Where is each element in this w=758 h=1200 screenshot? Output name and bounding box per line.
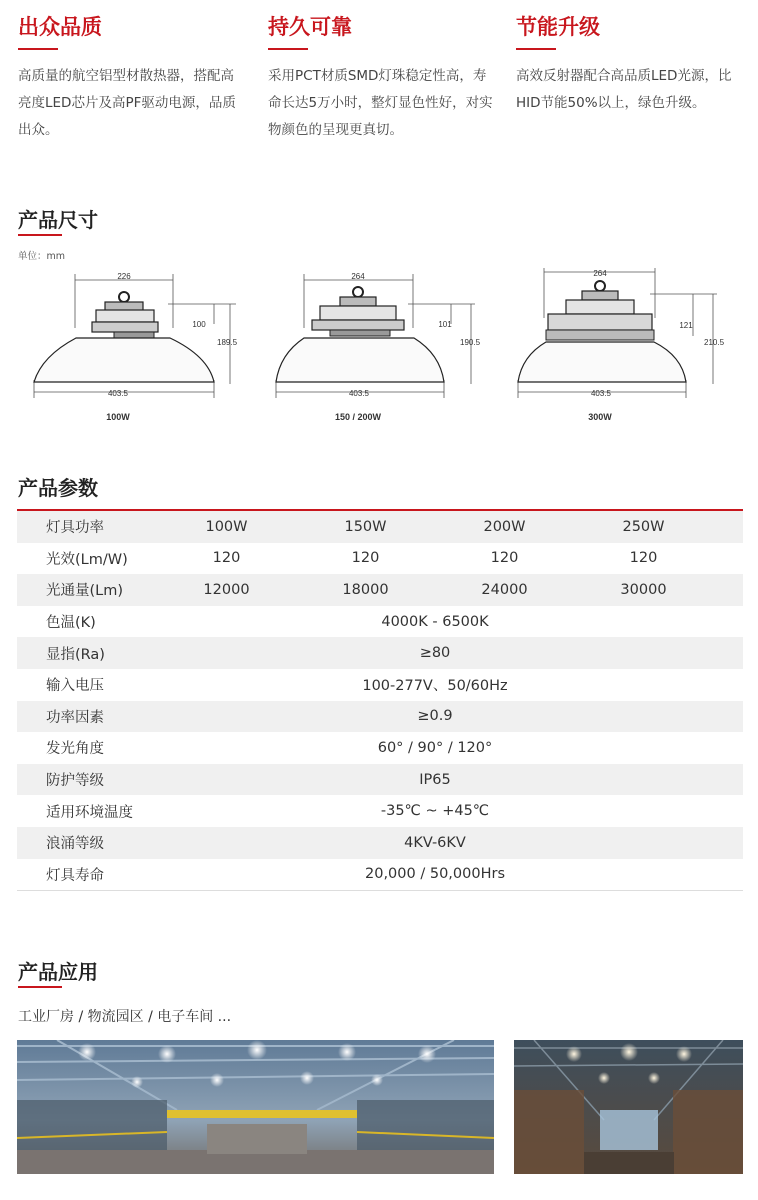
table-cell: 120 xyxy=(351,550,380,567)
row-label: 输入电压 xyxy=(46,678,104,695)
table-row xyxy=(17,637,743,669)
feature-text: 高质量的航空铝型材散热器，搭配高亮度LED芯片及高PF驱动电源，品质出众。 xyxy=(18,68,236,138)
row-label: 光效(Lm/W) xyxy=(46,551,128,568)
dim-top-width: 264 xyxy=(593,269,607,278)
warehouse-photo xyxy=(514,1040,743,1174)
dim-bottom-width: 403.5 xyxy=(590,389,612,398)
table-row xyxy=(17,543,743,575)
apps-section-title: 产品应用 xyxy=(18,960,98,984)
dimension-diagram-150-200w xyxy=(258,268,488,428)
table-row xyxy=(17,764,743,796)
table-row xyxy=(17,574,743,606)
header-cell: 灯具功率 xyxy=(46,520,104,537)
feature-reliability xyxy=(268,12,498,144)
lamp-outline-icon xyxy=(18,268,248,428)
row-label: 光通量(Lm) xyxy=(46,583,124,600)
dim-height-total: 190.5 xyxy=(460,338,481,347)
table-cell: 30000 xyxy=(620,581,667,598)
row-label: 显指(Ra) xyxy=(46,646,105,663)
params-section-title: 产品参数 xyxy=(18,476,98,500)
table-cell: 120 xyxy=(212,550,241,567)
table-cell: 12000 xyxy=(203,581,250,598)
apps-text: 工业厂房 / 物流园区 / 电子车间 ... xyxy=(18,1009,232,1025)
table-cell: 4KV-6KV xyxy=(404,834,466,851)
feature-accent-rule xyxy=(516,48,556,50)
feature-title: 持久可靠 xyxy=(268,15,352,39)
feature-title: 出众品质 xyxy=(18,15,102,39)
feature-title: 节能升级 xyxy=(516,15,600,39)
feature-text: 采用PCT材质SMD灯珠稳定性高，寿命长达5万小时，整灯显色性好，对实物颜色的呈现更真切。 xyxy=(268,68,493,138)
dim-height-small: 100 xyxy=(192,320,206,329)
table-cell: 120 xyxy=(490,550,519,567)
row-label: 色温(K) xyxy=(46,615,96,632)
row-label: 发光角度 xyxy=(46,741,104,758)
table-cell: ≥80 xyxy=(419,645,451,662)
apps-section-rule xyxy=(18,986,62,988)
table-cell: ≥0.9 xyxy=(417,708,453,725)
params-table xyxy=(17,509,743,891)
table-header-row xyxy=(17,511,743,543)
dimension-diagram-100w xyxy=(18,268,248,428)
table-cell: 120 xyxy=(629,550,658,567)
lamp-outline-icon xyxy=(500,268,730,428)
dim-bottom-width: 403.5 xyxy=(348,389,370,398)
row-label: 适用环境温度 xyxy=(46,804,133,821)
table-cell: IP65 xyxy=(419,771,451,788)
table-row xyxy=(17,606,743,638)
diagram-label: 150 / 200W xyxy=(334,412,382,422)
dim-top-width: 264 xyxy=(351,272,365,281)
feature-quality xyxy=(18,12,248,144)
dim-height-small: 121 xyxy=(679,321,693,330)
table-row xyxy=(17,827,743,859)
feature-text: 高效反射器配合高品质LED光源，比HID节能50%以上，绿色升级。 xyxy=(516,68,732,111)
table-row xyxy=(17,669,743,701)
table-row xyxy=(17,795,743,827)
dimension-diagram-300w xyxy=(500,268,730,428)
unit-label: 单位：mm xyxy=(18,251,66,262)
dim-top-width: 226 xyxy=(117,272,131,281)
dim-bottom-width: 403.5 xyxy=(107,389,129,398)
size-section-title: 产品尺寸 xyxy=(18,208,98,232)
header-cell: 200W xyxy=(483,518,526,535)
size-section-rule xyxy=(18,234,62,236)
table-cell: -35℃ ~ +45℃ xyxy=(380,803,490,820)
table-cell: 4000K - 6500K xyxy=(381,613,489,630)
header-cell: 250W xyxy=(622,518,665,535)
lamp-outline-icon xyxy=(258,268,488,428)
table-cell: 20,000 / 50,000Hrs xyxy=(365,866,505,883)
table-bottom-rule xyxy=(17,890,743,891)
header-cell: 150W xyxy=(344,518,387,535)
feature-accent-rule xyxy=(268,48,308,50)
row-label: 防护等级 xyxy=(46,773,104,790)
table-row xyxy=(17,859,743,891)
diagram-label: 100W xyxy=(106,412,130,422)
table-cell: 18000 xyxy=(342,581,389,598)
table-cell: 24000 xyxy=(481,581,528,598)
table-row xyxy=(17,701,743,733)
dim-height-total: 189.5 xyxy=(217,338,238,347)
diagram-label: 300W xyxy=(588,412,612,422)
header-cell: 100W xyxy=(205,518,248,535)
feature-accent-rule xyxy=(18,48,58,50)
table-cell: 100-277V、50/60Hz xyxy=(362,678,508,695)
row-label: 灯具寿命 xyxy=(46,867,104,884)
feature-energy xyxy=(516,12,746,117)
table-row xyxy=(17,732,743,764)
row-label: 功率因素 xyxy=(46,709,104,726)
row-label: 浪涌等级 xyxy=(46,836,104,853)
dim-height-total: 210.5 xyxy=(704,338,725,347)
table-cell: 60° / 90° / 120° xyxy=(377,739,493,756)
dim-height-small: 101 xyxy=(438,320,452,329)
factory-hall-photo xyxy=(17,1040,494,1174)
